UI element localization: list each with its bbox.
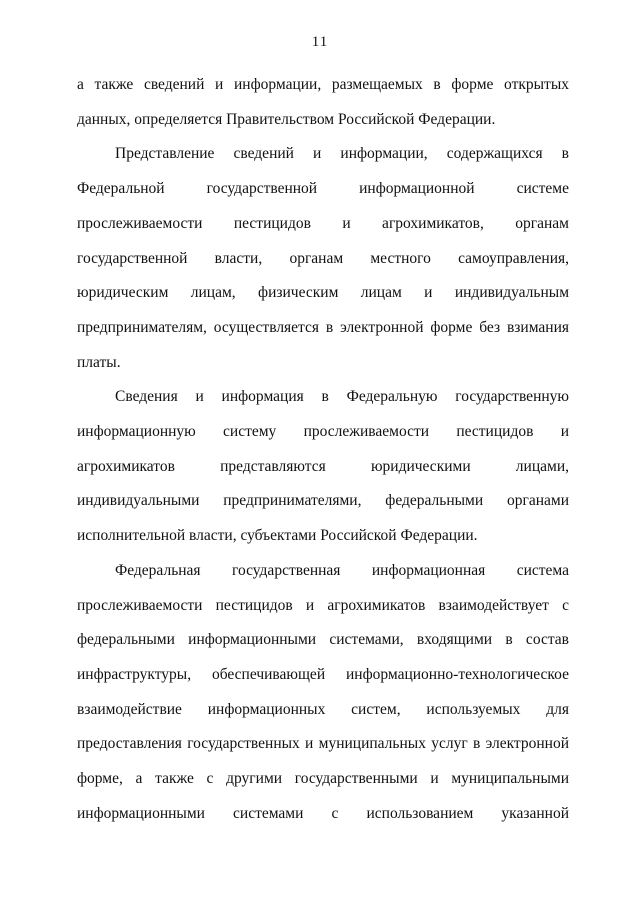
page-number: 11 xyxy=(311,34,329,50)
paragraph-open-data: а также сведений и информации, размещаемых в форме открытых данных, определяется Правительством Российской Федерации. xyxy=(77,76,569,128)
paragraph-system-interaction: Федеральная государственная информационная система прослеживаемости пестицидов и агрохимикатов взаимодействует с федеральными информационными системами, входящими в состав инфраструктуры, обеспечивающей информационно-технологическое взаимодействие информационных систем, используемых для предоставления государственных и муниципальных услуг в электронной форме, а также с другими государственными и муниципальными информационными системами с использованием указанной xyxy=(77,561,569,822)
paragraph-provision-of-information: Представление сведений и информации, содержащихся в Федеральной государственной информационной системе прослеживаемости пестицидов и агрохимикатов, органам государственной власти, органам местного самоуправления, юридическим лицам, физическим лицам и индивидуальным предпринимателям, осуществляется в электронной форме без взимания платы. xyxy=(77,145,569,371)
document-body xyxy=(77,68,569,831)
paragraph-information-submitters: Сведения и информация в Федеральную государственную информационную систему прослеживаемости пестицидов и агрохимикатов представляются юридическими лицами, индивидуальными предпринимателями, федеральными органами исполнительной власти, субъектами Российской Федерации. xyxy=(77,388,569,545)
